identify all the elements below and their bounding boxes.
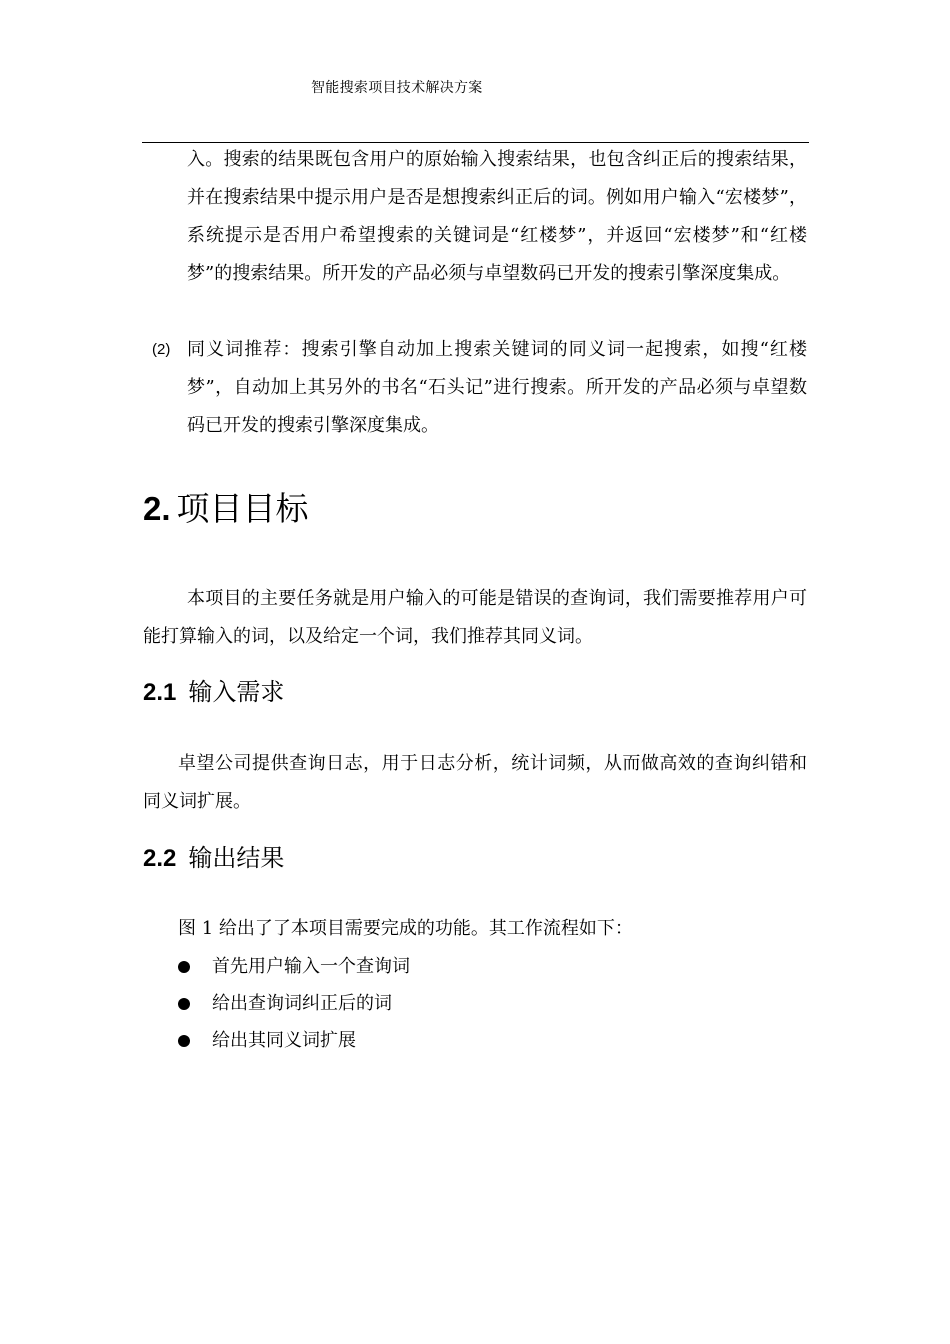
bullet-dot-icon (178, 961, 190, 973)
section-2-title: 项目目标 (176, 489, 309, 528)
section-2-2-heading (143, 842, 284, 875)
bullet-dot-icon (178, 998, 190, 1010)
section-2-1-paragraph: 卓望公司提供查询日志，用于日志分析，统计词频，从而做高效的查询纠错和同义词扩展。 (143, 753, 807, 812)
section-2-1-number: 2.1 (143, 679, 177, 706)
section-2-1-title: 输入需求 (188, 678, 285, 706)
bullet-dot-icon (178, 1035, 190, 1047)
bullet-text: 首先用户输入一个查询词 (212, 956, 410, 977)
section-2-number: 2. (143, 490, 171, 527)
bullet-text: 给出其同义词扩展 (212, 1030, 356, 1051)
section-2-2-paragraph: 图 1 给出了了本项目需要完成的功能。其工作流程如下： (178, 918, 633, 939)
page-header-title: 智能搜索项目技术解决方案 (311, 80, 483, 96)
section-2-2-number: 2.2 (143, 845, 177, 872)
list-item-number: (2) (152, 341, 171, 358)
section-2-2-title: 输出结果 (188, 844, 285, 872)
section-2-heading (143, 487, 309, 531)
section-2-1-heading (143, 676, 284, 709)
section-2-paragraph: 本项目的主要任务就是用户输入的可能是错误的查询词，我们需要推荐用户可能打算输入的词，以及给定一个词，我们推荐其同义词。 (143, 588, 807, 647)
bullet-text: 给出查询词纠正后的词 (212, 993, 392, 1014)
synonym-recommendation-paragraph: 同义词推荐：搜索引擎自动加上搜索关键词的同义词一起搜索，如搜“红楼梦”，自动加上其另外的书名“石头记”进行搜索。所开发的产品必须与卓望数码已开发的搜索引擎深度集成。 (187, 339, 807, 436)
intro-continuation-paragraph: 入。搜索的结果既包含用户的原始输入搜索结果，也包含纠正后的搜索结果，并在搜索结果中提示用户是否是想搜索纠正后的词。例如用户输入“宏楼梦”，系统提示是否用户希望搜索的关键词是“红楼梦”，并返回“宏楼梦”和“红楼梦”的搜索结果。所开发的产品必须与卓望数码已开发的搜索引擎深度集成。 (187, 149, 807, 284)
